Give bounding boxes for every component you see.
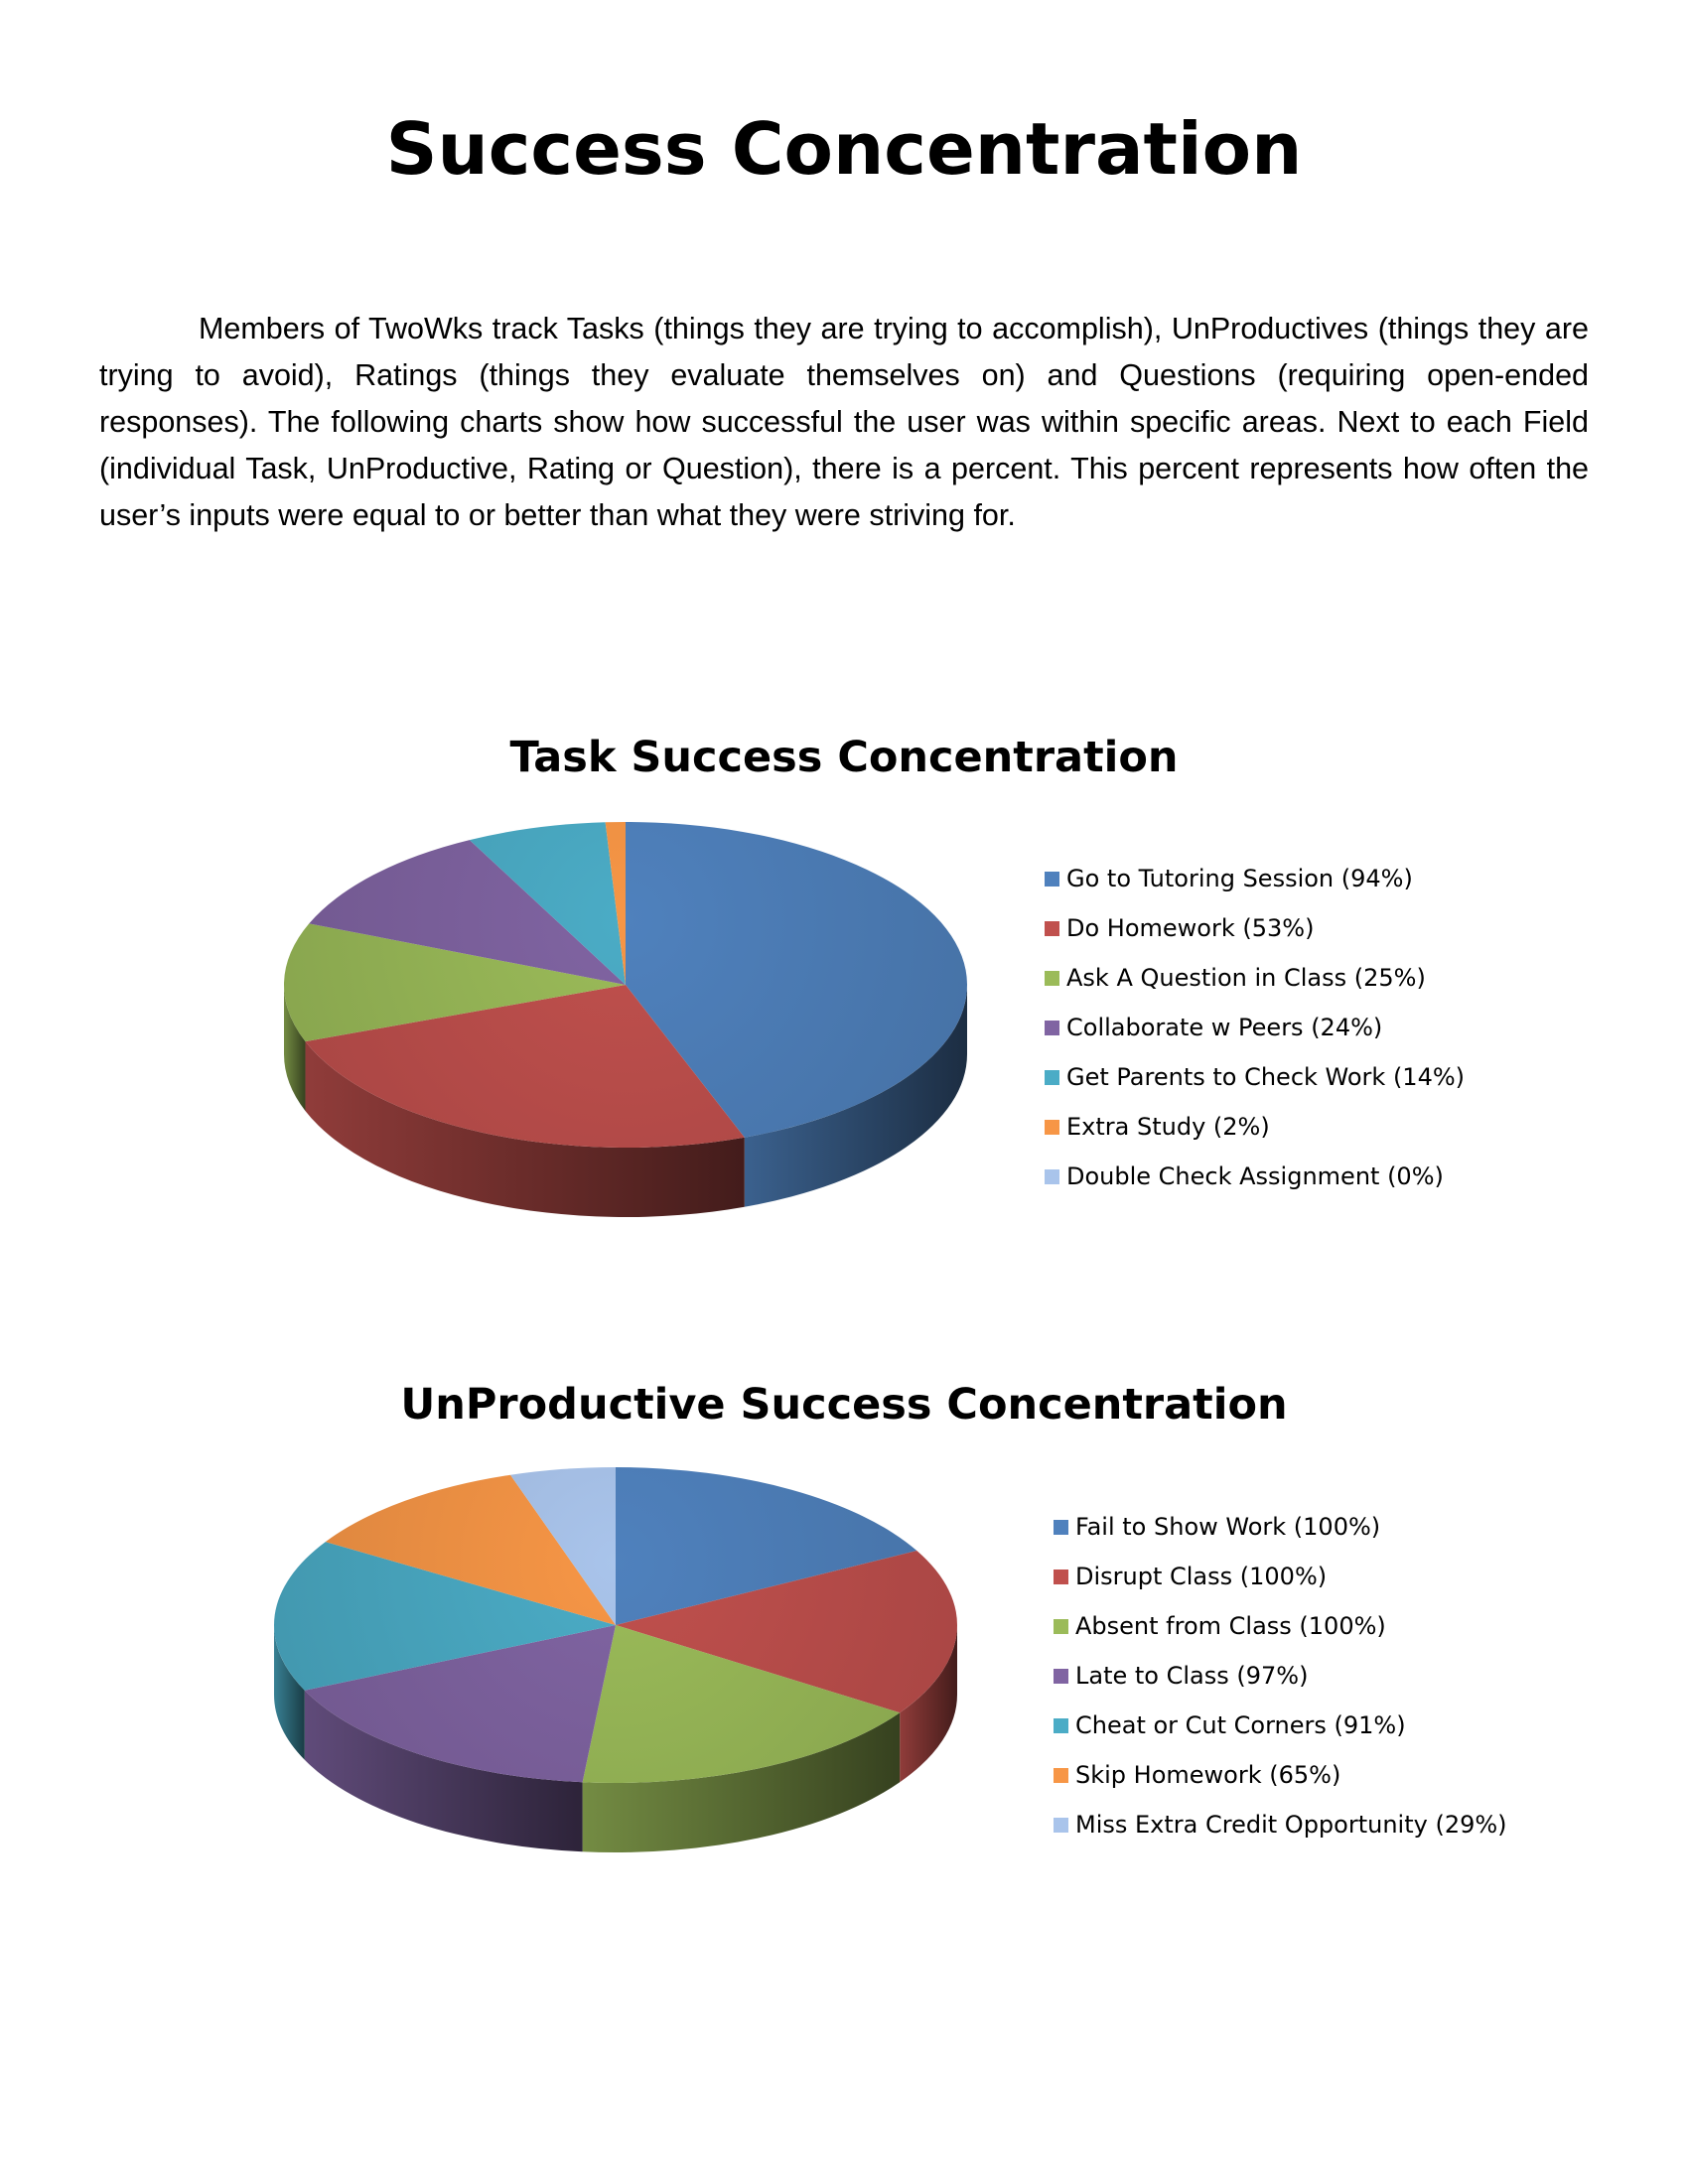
unproductive-legend-swatch: [1054, 1718, 1068, 1733]
unproductive-legend-label: Disrupt Class (100%): [1075, 1563, 1328, 1590]
task-legend-label: Ask A Question in Class (25%): [1066, 964, 1426, 992]
task-legend-item: [1045, 854, 1465, 903]
unproductive-legend-item: [1054, 1552, 1507, 1601]
unproductive-legend-label: Miss Extra Credit Opportunity (29%): [1075, 1811, 1507, 1839]
unproductive-chart-title: UnProductive Success Concentration: [400, 1380, 1288, 1430]
unproductive-legend-item: [1054, 1651, 1507, 1701]
unproductive-legend-swatch: [1054, 1570, 1068, 1584]
task-legend-label: Extra Study (2%): [1066, 1113, 1270, 1141]
task-legend-swatch: [1045, 1070, 1059, 1085]
task-chart-title: Task Success Concentration: [509, 733, 1179, 782]
unproductive-pie-chart: [268, 1459, 963, 1866]
task-legend-item: [1045, 903, 1465, 953]
task-pie-chart: [278, 814, 973, 1231]
task-chart-legend: [1045, 854, 1465, 1201]
unproductive-legend-swatch: [1054, 1768, 1068, 1783]
unproductive-legend-label: Cheat or Cut Corners (91%): [1075, 1711, 1406, 1739]
task-legend-swatch: [1045, 971, 1059, 986]
task-legend-label: Collaborate w Peers (24%): [1066, 1014, 1383, 1041]
unproductive-legend-swatch: [1054, 1520, 1068, 1535]
unproductive-legend-label: Late to Class (97%): [1075, 1662, 1309, 1690]
unproductive-chart-legend: [1054, 1502, 1507, 1849]
task-legend-swatch: [1045, 921, 1059, 936]
unproductive-legend-item: [1054, 1800, 1507, 1849]
unproductive-legend-label: Absent from Class (100%): [1075, 1612, 1386, 1640]
unproductive-legend-swatch: [1054, 1669, 1068, 1684]
task-legend-label: Go to Tutoring Session (94%): [1066, 865, 1413, 892]
task-legend-item: [1045, 1003, 1465, 1052]
task-legend-item: [1045, 953, 1465, 1003]
unproductive-legend-item: [1054, 1750, 1507, 1800]
unproductive-legend-label: Fail to Show Work (100%): [1075, 1513, 1381, 1541]
task-legend-label: Do Homework (53%): [1066, 914, 1315, 942]
document-title: Success Concentration: [385, 107, 1303, 191]
task-legend-item: [1045, 1052, 1465, 1102]
unproductive-legend-item: [1054, 1701, 1507, 1750]
task-legend-item: [1045, 1102, 1465, 1152]
unproductive-legend-item: [1054, 1502, 1507, 1552]
task-legend-item: [1045, 1152, 1465, 1201]
task-legend-label: Get Parents to Check Work (14%): [1066, 1063, 1466, 1091]
unproductive-legend-item: [1054, 1601, 1507, 1651]
unproductive-legend-label: Skip Homework (65%): [1075, 1761, 1341, 1789]
unproductive-legend-swatch: [1054, 1619, 1068, 1634]
unproductive-legend-swatch: [1054, 1818, 1068, 1833]
task-legend-swatch: [1045, 1120, 1059, 1135]
task-legend-swatch: [1045, 872, 1059, 887]
task-legend-label: Double Check Assignment (0%): [1066, 1162, 1444, 1190]
task-legend-swatch: [1045, 1021, 1059, 1035]
intro-paragraph: Members of TwoWks track Tasks (things they are trying to accomplish), UnProductives (things they are trying to avoid), Ratings (things they evaluate themselves on) and Questions (requiring open-ended responses). The following charts show how successful the user was within specific areas. Next to each Field (individual Task, UnProductive, Rating or Question), there is a percent. This percent represents how often the user’s inputs were equal to or better than what they were striving for.: [99, 312, 1589, 532]
task-legend-swatch: [1045, 1169, 1059, 1184]
